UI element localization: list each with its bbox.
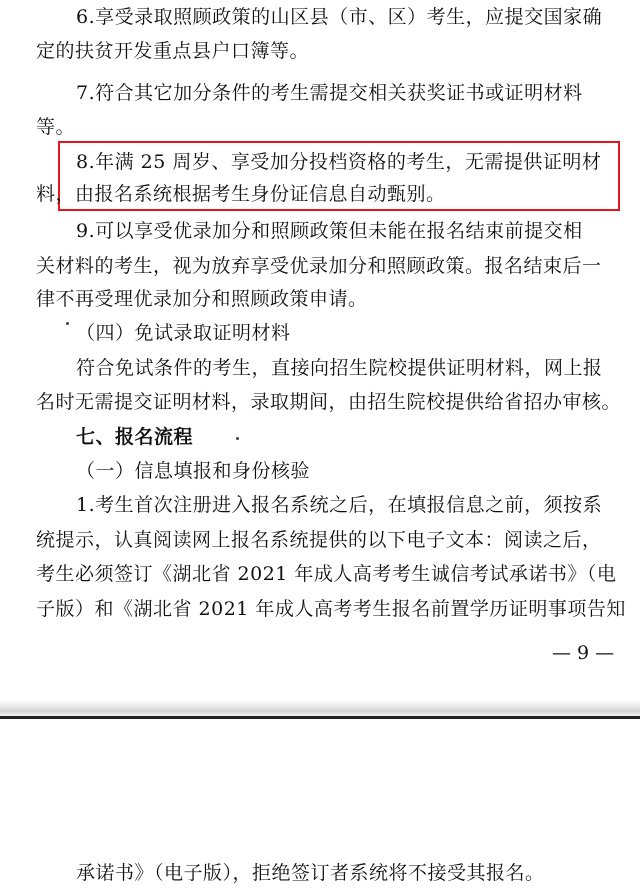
para1-line1: 1.考生首次注册进入报名系统之后，在填报信息之前，须按系 (76, 494, 603, 516)
chapter7-title: 七、报名流程 (76, 426, 194, 448)
item6-line1: 6.享受录取照顾政策的山区县（市、区）考生，应提交国家确 (76, 6, 603, 28)
para1-line3: 考生必须签订《湖北省 2021 年成人高考考生诚信考试承诺书》（电 (36, 563, 617, 585)
item8-line2: 料，由报名系统根据考生身份证信息自动甄别。 (36, 183, 446, 205)
section4-line2: 名时无需提交证明材料，录取期间，由招生院校提供给省招办审核。 (36, 391, 622, 413)
item9-line1: 9.可以享受优录加分和照顾政策但未能在报名结束前提交相 (76, 220, 583, 242)
para1-line4: 子版）和《湖北省 2021 年成人高考考生报名前置学历证明事项告知 (36, 598, 626, 620)
page-number: — 9 — (552, 642, 615, 664)
page-break-edge (0, 716, 640, 719)
item9-line2: 关材料的考生，视为放弃享受优录加分和照顾政策。报名结束后一 (36, 255, 602, 277)
section4-line1: 符合免试条件的考生，直接向招生院校提供证明材料，网上报 (76, 357, 603, 379)
para1-line2: 统提示，认真阅读网上报名系统提供的以下电子文本：阅读之后， (36, 529, 602, 551)
item7-line2: 等。 (36, 116, 76, 138)
scan-speck (66, 322, 69, 325)
page-break-shadow (0, 700, 640, 716)
scan-speck (236, 437, 239, 440)
item8-line1: 8.年满 25 周岁、享受加分投档资格的考生，无需提供证明材 (76, 151, 602, 173)
section4-title: （四）免试录取证明材料 (76, 322, 291, 344)
sub1-title: （一）信息填报和身份核验 (76, 460, 311, 482)
item6-line2: 定的扶贫开发重点县户口簿等。 (36, 40, 310, 62)
item7-line1: 7.符合其它加分条件的考生需提交相关获奖证书或证明材料 (76, 82, 583, 104)
continued-line: 承诺书》（电子版），拒绝签订者系统将不接受其报名。 (76, 862, 545, 884)
item9-line3: 律不再受理优录加分和照顾政策申请。 (36, 288, 368, 310)
